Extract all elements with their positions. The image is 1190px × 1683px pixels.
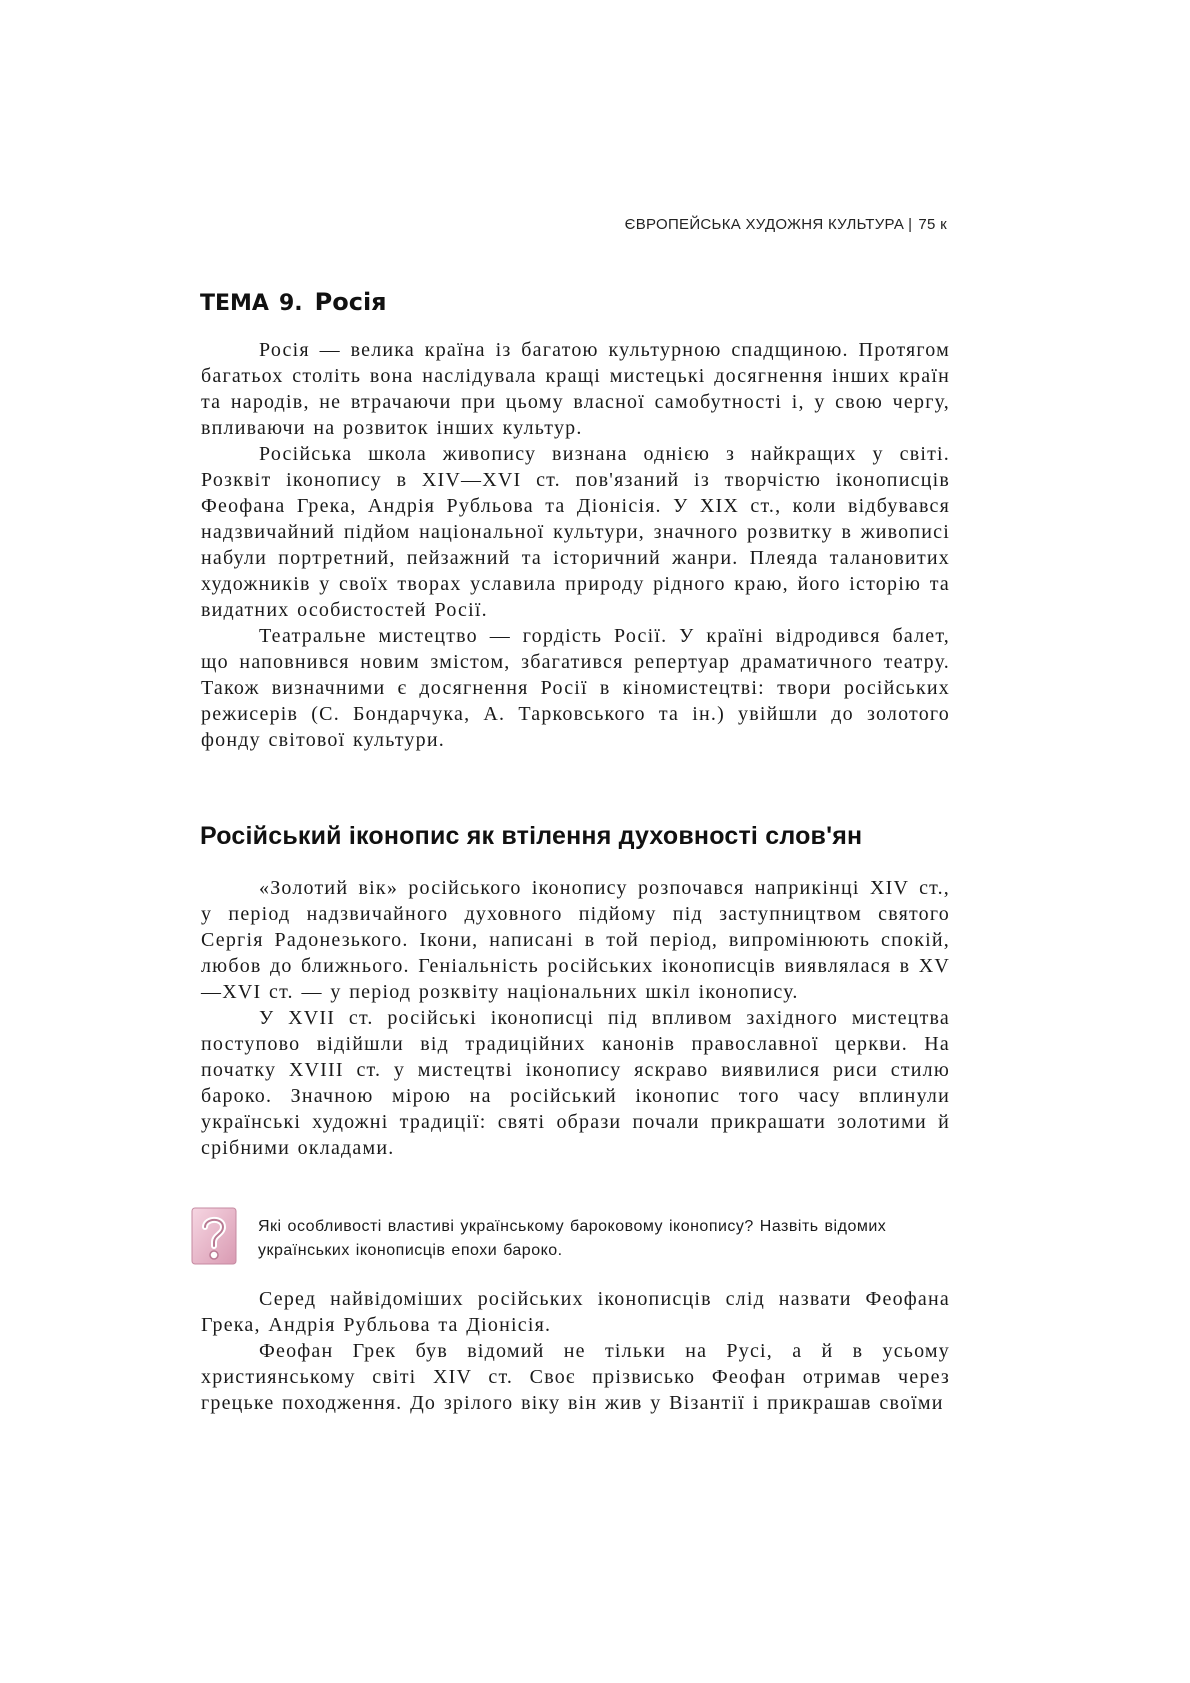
running-header: [625, 216, 947, 233]
intro-paragraph: Росія — велика країна із багатою культурною спадщиною. Протягом багатьох століть вона наслідувала кращі мистецькі досягнення інших країн та народів, не втрачаючи при цьому власної самобутності і, у свою чергу, впливаючи на розвиток інших культур.: [201, 339, 950, 439]
question-box: [191, 1207, 951, 1269]
intro-paragraph: Російська школа живопису визнана однією з найкращих у світі. Розквіт іконопису в XIV—XVI ст. пов'язаний із творчістю іконописців Феофана Грека, Андрія Рубльова та Діонісія. У XIX ст., коли відбувався надзвичайний підйом національної культури, значного розвитку в живописі набули портретний, пейзажний та історичний жанри. Плеяда талановитих художників у своїх творах уславила природу рідного краю, його історію та видатних особистостей Росії.: [201, 443, 950, 621]
running-header-section: ЄВРОПЕЙСЬКА ХУДОЖНЯ КУЛЬТУРА: [624, 216, 905, 233]
closing-paragraph: Серед найвідоміших російських іконописців слід назвати Феофана Грека, Андрія Рубльова та Діонісія.: [201, 1288, 950, 1336]
running-header-separator: |: [908, 216, 913, 233]
question-mark-icon: [191, 1207, 237, 1265]
section-text: [201, 875, 950, 1161]
section-heading: Російський іконопис як втілення духовності слов'ян: [200, 822, 863, 850]
section-paragraph: У XVII ст. російські іконописці під впливом західного мистецтва поступово відійшли від традиційних канонів православної церкви. На початку XVIII ст. у мистецтві іконопису яскраво виявилися риси стилю бароко. Значною мірою на російський іконопис того часу вплинули українські художні традиції: святі образи почали прикрашати золотими й срібними окладами.: [201, 1007, 950, 1159]
topic-label: ТЕМА: [200, 291, 269, 316]
section-paragraph: «Золотий вік» російського іконопису розпочався наприкінці XIV ст., у період надзвичайного духовного підйому під заступництвом святого Сергія Радонезького. Ікони, написані в той період, випромінюють спокій, любов до ближнього. Геніальність російських іконописців виявлялася в XV—XVI ст. — у період розквіту національних шкіл іконопису.: [201, 877, 950, 1003]
closing-text: [201, 1286, 950, 1416]
question-text: Які особливості властиві українському бароковому іконопису? Назвіть відомих українських іконописців епохи бароко.: [258, 1218, 887, 1259]
closing-paragraph: Феофан Грек був відомий не тільки на Русі, а й в усьому християнському світі XIV ст. Своє прізвисько Феофан отримав через грецьке походження. До зрілого віку він жив у Візантії і прикрашав своїми: [201, 1340, 950, 1414]
page-number: 75 к: [918, 216, 947, 233]
topic-number: 9.: [278, 291, 303, 316]
intro-text: [201, 337, 950, 753]
topic-name: Росія: [314, 288, 387, 316]
topic-title: [200, 288, 387, 316]
intro-paragraph: Театральне мистецтво — гордість Росії. У країні відродився балет, що наповнився новим змістом, збагатився репертуар драматичного театру. Також визначними є досягнення Росії в кіномистецтві: твори російських режисерів (С. Бондарчука, А. Тарковського та ін.) увійшли до золотого фонду світової культури.: [201, 625, 950, 751]
